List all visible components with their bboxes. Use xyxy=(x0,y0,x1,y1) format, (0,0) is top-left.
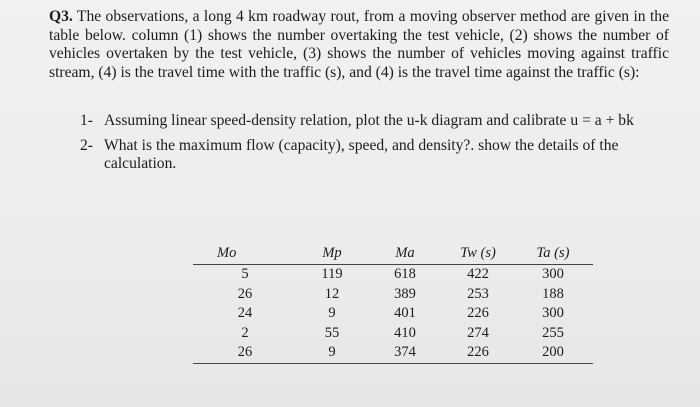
task-item xyxy=(80,137,670,174)
table-cell: 410 xyxy=(394,324,416,341)
table-cell: 300 xyxy=(542,266,564,283)
table-cell: 618 xyxy=(394,266,416,283)
column-header: Ta (s) xyxy=(513,244,593,265)
observations-table-wrap xyxy=(193,244,593,364)
question-paragraph xyxy=(49,8,669,82)
table-cell: 2 xyxy=(241,324,249,341)
table-cell: 255 xyxy=(542,324,564,341)
table-cell: 226 xyxy=(467,305,489,322)
table-cell: 200 xyxy=(513,343,593,363)
table-row xyxy=(193,285,593,305)
task-item xyxy=(80,112,670,131)
table-cell: 389 xyxy=(394,285,416,302)
question-text: The observations, a long 4 km roadway rout, from a moving observer method are given in the table below. column (1) shows the number overtaking the test vehicle, (2) shows the number of vehicles overtaken by the test vehicle, (3) shows the number of vehicles moving against traffic stream, (4) is the travel time with the traffic (s), and (4) is the travel time against the traffic (s): xyxy=(49,8,669,81)
table-cell: 401 xyxy=(394,305,416,322)
table-cell: 226 xyxy=(443,343,513,363)
table-row xyxy=(193,265,593,285)
column-header: Mo xyxy=(193,244,297,265)
table-row xyxy=(193,343,593,363)
table-cell: 422 xyxy=(467,266,489,283)
table-cell: 9 xyxy=(297,343,367,363)
column-header: Mp xyxy=(297,244,367,265)
table-row xyxy=(193,304,593,324)
table-cell: 24 xyxy=(237,305,253,322)
table-cell: 5 xyxy=(241,266,249,283)
table-cell: 300 xyxy=(542,305,564,322)
task-number: 2- xyxy=(80,136,93,154)
table-cell: 26 xyxy=(237,285,253,302)
table-cell: 253 xyxy=(467,285,489,302)
column-header: Ma xyxy=(367,244,443,265)
question-number: Q3. xyxy=(49,8,73,25)
task-text: What is the maximum flow (capacity), speed, and density?. show the details of the calculation. xyxy=(104,136,619,173)
table-cell: 9 xyxy=(328,305,336,322)
table-cell: 274 xyxy=(467,324,489,341)
column-header: Tw (s) xyxy=(443,244,513,265)
table-cell: 12 xyxy=(324,285,340,302)
table-row xyxy=(193,324,593,344)
table-cell: 119 xyxy=(321,266,343,283)
table-cell: 188 xyxy=(542,285,564,302)
table-cell: 374 xyxy=(367,343,443,363)
task-text: Assuming linear speed-density relation, plot the u-k diagram and calibrate u = a + bk xyxy=(104,112,634,129)
task-number: 1- xyxy=(80,112,93,129)
observations-table xyxy=(193,244,593,364)
table-cell: 26 xyxy=(193,343,297,363)
table-cell: 55 xyxy=(324,324,340,341)
table-header-row xyxy=(193,244,593,265)
task-list xyxy=(80,112,670,180)
